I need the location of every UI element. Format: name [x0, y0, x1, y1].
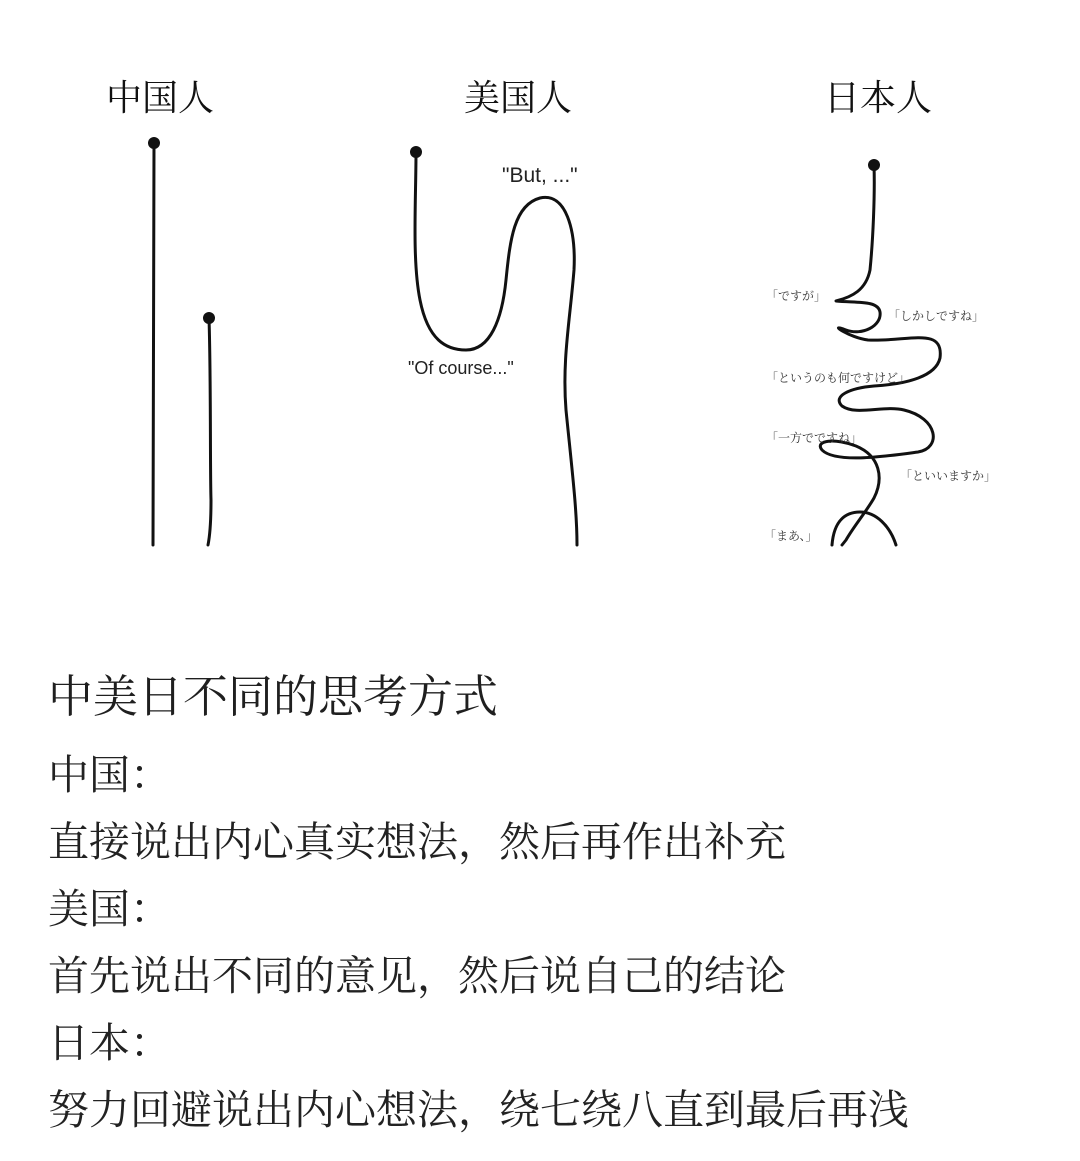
japanese-column-title: 日本人 — [823, 78, 933, 119]
caption-block — [48, 662, 1048, 1144]
china-description: 直接说出内心真实想法，然后再作出补充 — [48, 818, 786, 866]
japanese-quote-ippou: 「一方でですね」 — [766, 431, 863, 445]
japanese-quote-maa: 「まあ、」 — [764, 529, 818, 543]
caption-title: 中美日不同的思考方式 — [48, 670, 499, 723]
american-start-dot — [410, 146, 422, 158]
american-thinking-path — [408, 146, 578, 545]
japanese-path-arch — [832, 512, 896, 545]
japanese-quote-desuga: 「ですが」 — [766, 289, 827, 303]
chinese-main-start-dot — [148, 137, 160, 149]
chinese-main-line — [153, 143, 154, 545]
china-label: 中国： — [48, 751, 171, 799]
japan-label: 日本： — [48, 1019, 171, 1067]
chinese-supplement-start-dot — [203, 312, 215, 324]
usa-description: 首先说出不同的意见，然后说自己的结论 — [48, 952, 786, 1000]
chinese-column-title: 中国人 — [105, 78, 215, 119]
japanese-quote-toiimasuka: 「といいますか」 — [900, 469, 997, 483]
japanese-path-line — [820, 165, 940, 545]
american-column-title: 美国人 — [463, 78, 573, 119]
usa-label: 美国： — [48, 885, 171, 933]
japanese-thinking-path — [764, 159, 996, 545]
chinese-thinking-path — [148, 137, 215, 545]
japanese-quote-toiunomo: 「というのも何ですけど」 — [766, 371, 911, 385]
american-quote-but: "But, ..." — [502, 164, 578, 187]
american-quote-of-course: "Of course..." — [408, 358, 514, 378]
chinese-supplement-line — [208, 318, 211, 545]
american-path-line — [415, 152, 577, 545]
japanese-quote-shikashi: 「しかしですね」 — [888, 309, 985, 323]
japan-description: 努力回避说出内心想法，绕七绕八直到最后再浅 — [48, 1086, 909, 1134]
japanese-start-dot — [868, 159, 880, 171]
